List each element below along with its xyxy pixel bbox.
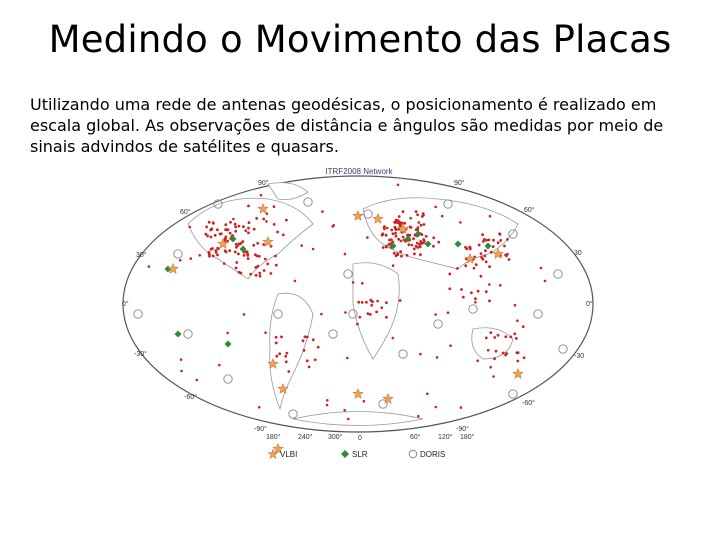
- gnss-station-dot: [224, 223, 227, 226]
- gnss-station-dot: [390, 238, 393, 241]
- gnss-station-dot: [229, 221, 232, 224]
- lat-label-right: -60°: [522, 400, 535, 407]
- lat-label-left: 0°: [122, 301, 129, 308]
- gnss-station-dot: [460, 288, 463, 291]
- gnss-station-dot: [275, 336, 278, 339]
- gnss-station-dot: [234, 226, 237, 229]
- gnss-station-dot: [275, 264, 278, 267]
- gnss-station-dot: [266, 263, 269, 266]
- gnss-station-dot: [208, 255, 211, 258]
- gnss-station-dot: [232, 218, 235, 221]
- gnss-station-dot: [409, 217, 412, 220]
- gnss-station-dot: [242, 225, 245, 228]
- gnss-station-dot: [234, 230, 237, 233]
- gnss-station-dot: [383, 225, 386, 228]
- gnss-station-dot: [214, 249, 217, 252]
- gnss-station-dot: [480, 252, 483, 255]
- gnss-station-dot: [238, 225, 241, 228]
- gnss-station-dot: [489, 215, 492, 218]
- gnss-station-dot: [470, 291, 473, 294]
- gnss-station-dot: [503, 245, 506, 248]
- gnss-station-dot: [385, 245, 388, 248]
- gnss-station-dot: [237, 253, 240, 256]
- gnss-station-dot: [392, 337, 395, 340]
- gnss-station-dot: [249, 273, 252, 276]
- gnss-station-dot: [262, 218, 265, 221]
- gnss-station-dot: [210, 248, 213, 251]
- gnss-station-dot: [248, 221, 251, 224]
- gnss-station-dot: [385, 301, 388, 304]
- gnss-station-dot: [320, 313, 323, 316]
- gnss-station-dot: [488, 283, 491, 286]
- gnss-station-dot: [258, 272, 261, 275]
- gnss-station-dot: [398, 215, 401, 218]
- gnss-station-dot: [280, 336, 283, 339]
- gnss-station-dot: [416, 246, 419, 249]
- gnss-station-dot: [448, 273, 451, 276]
- gnss-station-dot: [287, 370, 290, 373]
- gnss-station-dot: [413, 253, 416, 256]
- gnss-station-dot: [273, 205, 276, 208]
- gnss-station-dot: [423, 223, 426, 226]
- legend-item-slr: [340, 449, 368, 459]
- gnss-station-dot: [365, 301, 368, 304]
- gnss-station-dot: [214, 234, 217, 237]
- gnss-station-dot: [211, 227, 214, 230]
- lon-label: 180°: [460, 434, 475, 441]
- gnss-station-dot: [434, 206, 437, 209]
- lon-label: 120°: [438, 434, 453, 441]
- gnss-station-dot: [300, 244, 303, 247]
- gnss-station-dot: [436, 356, 439, 359]
- gnss-station-dot: [394, 227, 397, 230]
- gnss-station-dot: [286, 352, 289, 355]
- gnss-station-dot: [418, 243, 421, 246]
- gnss-station-dot: [522, 325, 525, 328]
- gnss-station-dot: [487, 349, 490, 352]
- gnss-station-dot: [240, 242, 243, 245]
- gnss-station-dot: [492, 245, 495, 248]
- gnss-station-dot: [255, 274, 258, 277]
- gnss-station-dot: [246, 253, 249, 256]
- gnss-station-dot: [218, 364, 221, 367]
- gnss-station-dot: [367, 312, 370, 315]
- gnss-station-dot: [416, 213, 419, 216]
- gnss-station-dot: [306, 359, 309, 362]
- gnss-station-dot: [509, 336, 512, 339]
- gnss-station-dot: [415, 210, 418, 213]
- gnss-station-dot: [344, 311, 347, 314]
- gnss-station-dot: [243, 313, 246, 316]
- gnss-station-dot: [447, 311, 450, 314]
- gnss-station-dot: [485, 260, 488, 263]
- gnss-station-dot: [285, 360, 288, 363]
- gnss-station-dot: [419, 353, 422, 356]
- legend-label: SLR: [352, 450, 368, 459]
- gnss-station-dot: [352, 281, 355, 284]
- gnss-station-dot: [513, 332, 516, 335]
- gnss-station-dot: [506, 238, 509, 241]
- gnss-station-dot: [275, 355, 278, 358]
- gnss-station-dot: [420, 224, 423, 227]
- gnss-station-dot: [448, 287, 451, 290]
- gnss-station-dot: [259, 275, 262, 278]
- gnss-station-dot: [412, 237, 415, 240]
- gnss-station-dot: [474, 297, 477, 300]
- gnss-station-dot: [432, 245, 435, 248]
- gnss-station-dot: [317, 346, 320, 349]
- gnss-station-dot: [369, 313, 372, 316]
- legend-label: VLBI: [280, 450, 298, 459]
- lat-label-left: -60°: [184, 394, 197, 401]
- gnss-station-dot: [363, 400, 366, 403]
- gnss-station-dot: [488, 300, 491, 303]
- gnss-station-dot: [382, 246, 385, 249]
- lon-label: 60°: [410, 434, 421, 441]
- gnss-station-dot: [244, 229, 247, 232]
- gnss-station-dot: [497, 241, 500, 244]
- gnss-station-dot: [489, 331, 492, 334]
- gnss-station-dot: [273, 223, 276, 226]
- lat-label-right: 60°: [524, 207, 535, 214]
- gnss-station-dot: [253, 228, 256, 231]
- gnss-station-dot: [392, 232, 395, 235]
- gnss-station-dot: [437, 241, 440, 244]
- gnss-station-dot: [516, 319, 519, 322]
- gnss-station-dot: [326, 404, 329, 407]
- gnss-station-dot: [216, 254, 219, 257]
- gnss-station-dot: [258, 406, 261, 409]
- gnss-station-dot: [393, 252, 396, 255]
- gnss-station-dot: [198, 254, 201, 257]
- gnss-station-dot: [252, 244, 255, 247]
- gnss-station-dot: [395, 235, 398, 238]
- gnss-station-dot: [294, 280, 297, 283]
- gnss-station-dot: [234, 223, 237, 226]
- gnss-station-dot: [483, 255, 486, 258]
- gnss-station-dot: [399, 250, 402, 253]
- gnss-station-dot: [481, 258, 484, 261]
- gnss-station-dot: [516, 360, 519, 363]
- gnss-station-dot: [517, 351, 520, 354]
- gnss-station-dot: [493, 336, 496, 339]
- gnss-station-dot: [410, 226, 413, 229]
- gnss-station-dot: [358, 316, 361, 319]
- gnss-station-dot: [422, 238, 425, 241]
- gnss-station-dot: [180, 358, 183, 361]
- lon-label: 0: [358, 435, 362, 442]
- gnss-station-dot: [406, 254, 409, 257]
- gnss-station-dot: [482, 240, 485, 243]
- gnss-station-dot: [312, 338, 315, 341]
- gnss-station-dot: [205, 226, 208, 229]
- gnss-station-dot: [303, 349, 306, 352]
- gnss-station-dot: [544, 280, 547, 283]
- gnss-station-dot: [468, 246, 471, 249]
- lat-label-right: -30: [574, 353, 585, 360]
- gnss-station-dot: [385, 316, 388, 319]
- gnss-station-dot: [314, 358, 317, 361]
- slide-title: Medindo o Movimento das Placas: [48, 18, 672, 61]
- gnss-station-dot: [488, 239, 491, 242]
- gnss-station-dot: [475, 263, 478, 266]
- orange-star-icon: [268, 449, 278, 459]
- lat-label-right: 0°: [586, 301, 593, 308]
- gnss-station-dot: [262, 243, 265, 246]
- lat-label-right: -90°: [456, 426, 469, 433]
- gnss-station-dot: [459, 221, 462, 224]
- gnss-station-dot: [278, 352, 281, 355]
- gnss-station-dot: [441, 215, 444, 218]
- gnss-station-dot: [357, 301, 360, 304]
- gnss-station-dot: [212, 255, 215, 258]
- gnss-station-dot: [225, 228, 228, 231]
- gnss-station-dot: [399, 222, 402, 225]
- map-title: ITRF2008 Network: [325, 167, 393, 176]
- gnss-station-dot: [263, 269, 266, 272]
- gnss-station-dot: [474, 301, 477, 304]
- gnss-station-dot: [481, 233, 484, 236]
- gnss-station-dot: [419, 253, 422, 256]
- gnss-station-dot: [255, 217, 258, 220]
- gnss-station-dot: [504, 354, 507, 357]
- slide-body-text: Utilizando uma rede de antenas geodésicas, o posicionamento é realizado em escala global. As observações de distância e ângulos são medidas por meio de sinais advindos de satélites e quasars.: [30, 95, 664, 156]
- gnss-station-dot: [216, 228, 219, 231]
- lat-label-left: -90°: [254, 426, 267, 433]
- lon-label: 240°: [298, 434, 313, 441]
- gnss-station-dot: [285, 219, 288, 222]
- legend-item-vlbi: [268, 449, 297, 459]
- lon-label: 300°: [328, 434, 343, 441]
- gnss-station-dot: [257, 265, 260, 268]
- gnss-station-dot: [308, 366, 311, 369]
- gnss-station-dot: [403, 222, 406, 225]
- gnss-station-dot: [488, 265, 491, 268]
- gnss-station-dot: [385, 234, 388, 237]
- gnss-station-dot: [247, 257, 250, 260]
- lat-label-left: 30°: [136, 252, 147, 259]
- gnss-station-dot: [321, 210, 324, 213]
- gnss-station-dot: [265, 220, 268, 223]
- gnss-station-dot: [306, 336, 309, 339]
- gnss-station-dot: [210, 236, 213, 239]
- gnss-station-dot: [390, 229, 393, 232]
- gnss-station-dot: [366, 236, 369, 239]
- gnss-station-dot: [204, 233, 207, 236]
- gnss-station-dot: [499, 233, 502, 236]
- gnss-station-dot: [234, 251, 237, 254]
- gnss-station-dot: [400, 255, 403, 258]
- gnss-station-dot: [189, 226, 192, 229]
- gnss-station-dot: [254, 253, 257, 256]
- gnss-station-dot: [347, 418, 350, 421]
- gnss-station-dot: [397, 184, 400, 187]
- gnss-station-dot: [190, 257, 193, 260]
- gnss-station-dot: [274, 255, 277, 258]
- gnss-station-dot: [361, 301, 364, 304]
- green-diamond-icon: [340, 449, 350, 459]
- lat-label-left: 90°: [258, 180, 269, 187]
- gnss-station-dot: [408, 243, 411, 246]
- lat-label-left: 60°: [180, 209, 191, 216]
- gnss-station-dot: [540, 267, 543, 270]
- gnss-station-dot: [493, 357, 496, 360]
- gnss-station-dot: [473, 267, 476, 270]
- gnss-station-dot: [229, 232, 232, 235]
- gnss-station-dot: [415, 228, 418, 231]
- gnss-station-dot: [346, 357, 349, 360]
- gnss-station-dot: [465, 248, 468, 251]
- gnss-station-dot: [331, 225, 334, 228]
- gnss-station-dot: [484, 249, 487, 252]
- gnss-station-dot: [432, 236, 435, 239]
- gnss-station-dot: [180, 370, 183, 373]
- gnss-station-dot: [449, 344, 452, 347]
- gnss-station-dot: [179, 259, 182, 262]
- gnss-station-dot: [492, 239, 495, 242]
- gnss-station-dot: [219, 233, 222, 236]
- gnss-station-dot: [425, 235, 428, 238]
- gnss-station-dot: [435, 406, 438, 409]
- gnss-station-dot: [434, 313, 437, 316]
- gnss-station-dot: [264, 258, 267, 261]
- lon-label: 180°: [266, 434, 281, 441]
- gnss-station-dot: [361, 282, 364, 285]
- gnss-station-dot: [460, 406, 463, 409]
- gnss-station-dot: [258, 255, 261, 258]
- gnss-station-dot: [497, 334, 500, 337]
- map-legend: [268, 449, 468, 461]
- gnss-station-dot: [312, 248, 315, 251]
- gnss-station-dot: [343, 409, 346, 412]
- gnss-station-dot: [148, 265, 151, 268]
- gnss-station-dot: [375, 311, 378, 314]
- gnss-station-dot: [386, 227, 389, 230]
- gnss-station-dot: [402, 210, 405, 213]
- gnss-station-dot: [196, 379, 199, 382]
- gnss-station-dot: [394, 232, 397, 235]
- gnss-station-dot: [370, 304, 373, 307]
- gnss-station-dot: [456, 267, 459, 270]
- lat-label-left: -30°: [134, 351, 147, 358]
- gnss-station-dot: [282, 234, 285, 237]
- gnss-station-dot: [478, 244, 481, 247]
- gnss-station-dot: [247, 227, 250, 230]
- gnss-station-dot: [495, 350, 498, 353]
- gnss-station-dot: [523, 356, 526, 359]
- gnss-station-dot: [256, 242, 259, 245]
- gnss-station-dot: [395, 254, 398, 257]
- gnss-station-dot: [417, 221, 420, 224]
- gnss-station-dot: [356, 323, 359, 326]
- grey-circle-icon: [408, 449, 418, 459]
- gnss-station-dot: [235, 267, 238, 270]
- gnss-station-dot: [417, 415, 420, 418]
- gnss-station-dot: [260, 194, 263, 197]
- lat-label-right: 30: [574, 250, 582, 257]
- gnss-station-dot: [383, 228, 386, 231]
- gnss-station-dot: [422, 212, 425, 215]
- gnss-station-dot: [515, 337, 518, 340]
- gnss-station-dot: [284, 355, 287, 358]
- gnss-station-dot: [270, 272, 273, 275]
- gnss-station-dot: [276, 231, 279, 234]
- gnss-station-dot: [247, 205, 250, 208]
- gnss-station-dot: [421, 215, 424, 218]
- gnss-station-dot: [381, 306, 384, 309]
- gnss-station-dot: [235, 261, 238, 264]
- gnss-station-dot: [264, 331, 267, 334]
- gnss-station-dot: [226, 332, 229, 335]
- gnss-station-dot: [413, 248, 416, 251]
- gnss-station-dot: [397, 219, 400, 222]
- itrf-network-map: [118, 164, 600, 464]
- gnss-station-dot: [369, 299, 372, 302]
- gnss-station-dot: [228, 249, 231, 252]
- gnss-station-dot: [212, 221, 215, 224]
- gnss-station-dot: [504, 335, 507, 338]
- gnss-station-dot: [302, 339, 305, 342]
- gnss-station-dot: [223, 262, 226, 265]
- gnss-station-dot: [400, 240, 403, 243]
- gnss-station-dot: [402, 236, 405, 239]
- gnss-station-dot: [502, 352, 505, 355]
- gnss-station-dot: [376, 300, 379, 303]
- legend-item-doris: [408, 449, 445, 459]
- gnss-station-dot: [485, 290, 488, 293]
- gnss-station-dot: [485, 337, 488, 340]
- gnss-station-dot: [411, 244, 414, 247]
- gnss-station-dot: [462, 296, 465, 299]
- gnss-station-dot: [499, 284, 502, 287]
- gnss-station-dot: [480, 275, 483, 278]
- gnss-station-dot: [399, 299, 402, 302]
- legend-label: DORIS: [420, 450, 446, 459]
- gnss-station-dot: [247, 232, 250, 235]
- gnss-station-dot: [381, 232, 384, 235]
- gnss-station-dot: [506, 253, 509, 256]
- gnss-station-dot: [489, 366, 492, 369]
- gnss-station-dot: [514, 304, 517, 307]
- gnss-station-dot: [464, 264, 467, 267]
- gnss-station-dot: [275, 342, 278, 345]
- gnss-station-dot: [225, 251, 228, 254]
- gnss-station-dot: [499, 239, 502, 242]
- gnss-station-dot: [208, 221, 211, 224]
- gnss-station-dot: [392, 264, 395, 267]
- gnss-station-dot: [397, 238, 400, 241]
- gnss-station-dot: [492, 375, 495, 378]
- gnss-station-dot: [508, 258, 511, 261]
- gnss-station-dot: [216, 247, 219, 250]
- gnss-station-dot: [243, 254, 246, 257]
- lat-label-right: 90°: [454, 180, 465, 187]
- gnss-station-dot: [344, 253, 347, 256]
- gnss-station-dot: [326, 399, 329, 402]
- gnss-station-dot: [477, 290, 480, 293]
- gnss-station-dot: [240, 272, 243, 275]
- gnss-station-dot: [476, 359, 479, 362]
- gnss-station-dot: [426, 393, 429, 396]
- gnss-station-dot: [224, 236, 227, 239]
